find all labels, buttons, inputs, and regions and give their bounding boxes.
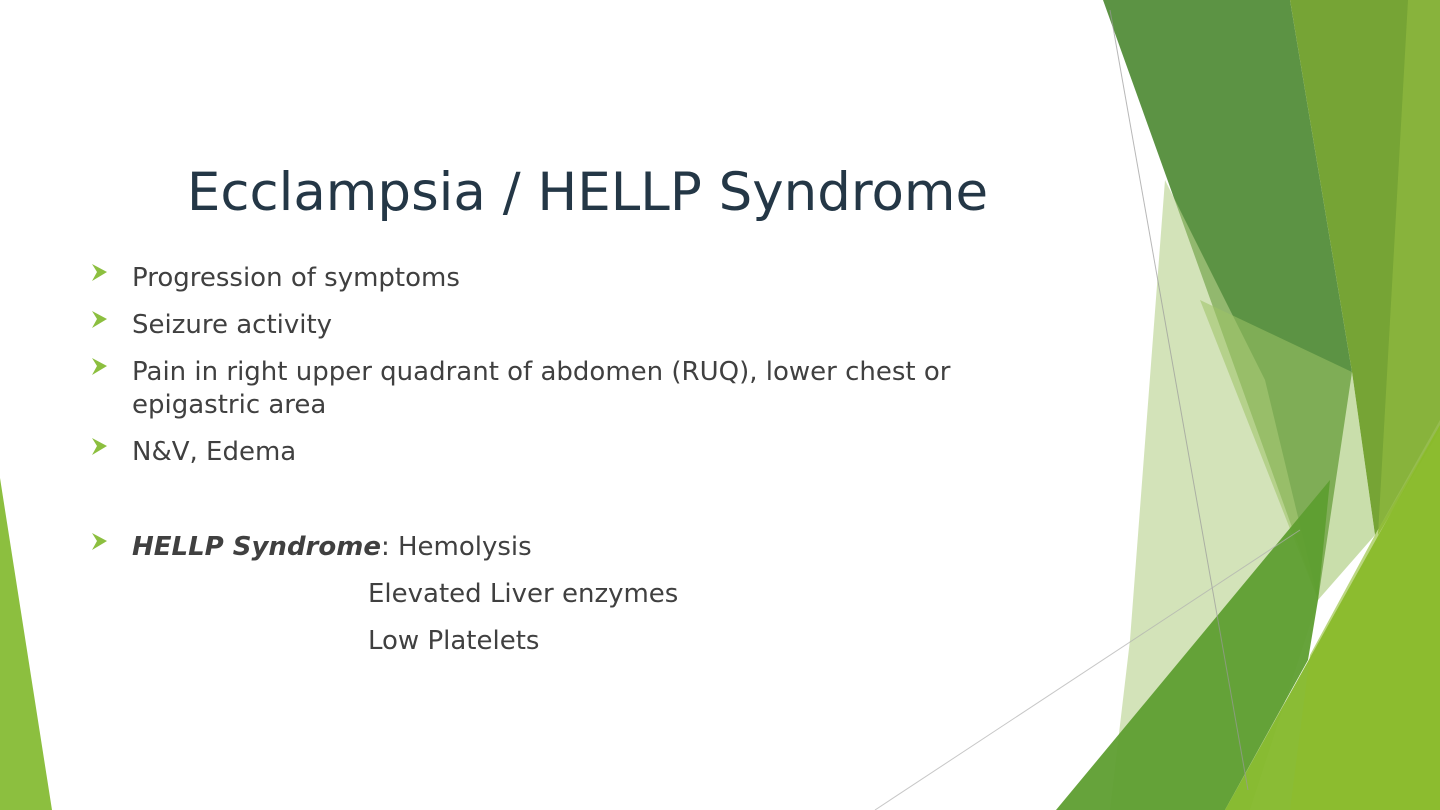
bullet-text: N&V, Edema [132,437,297,467]
arrowhead-bullet-icon [92,357,108,377]
arrowhead-bullet-icon [92,310,108,330]
bullet-text: Progression of symptoms [132,263,460,293]
hellp-item: Elevated Liver enzymes [368,579,679,609]
hellp-item: Low Platelets [368,626,540,656]
arrowhead-bullet-icon [92,263,108,283]
bullet-text: Seizure activity [132,310,333,340]
hellp-term: HELLP Syndrome [132,532,381,562]
bullet-text-line: epigastric area [132,390,327,420]
bullet-text-line: Pain in right upper quadrant of abdomen (RUQ), lower chest or [132,357,951,387]
bullet-text [132,531,1012,564]
hellp-first-item: : Hemolysis [380,532,532,562]
arrowhead-bullet-icon [92,437,108,457]
slide-title: Ecclampsia / HELLP Syndrome [186,162,989,223]
decor-shape-left [0,478,52,810]
bullet-text [132,356,1012,422]
arrowhead-bullet-icon [92,532,108,552]
